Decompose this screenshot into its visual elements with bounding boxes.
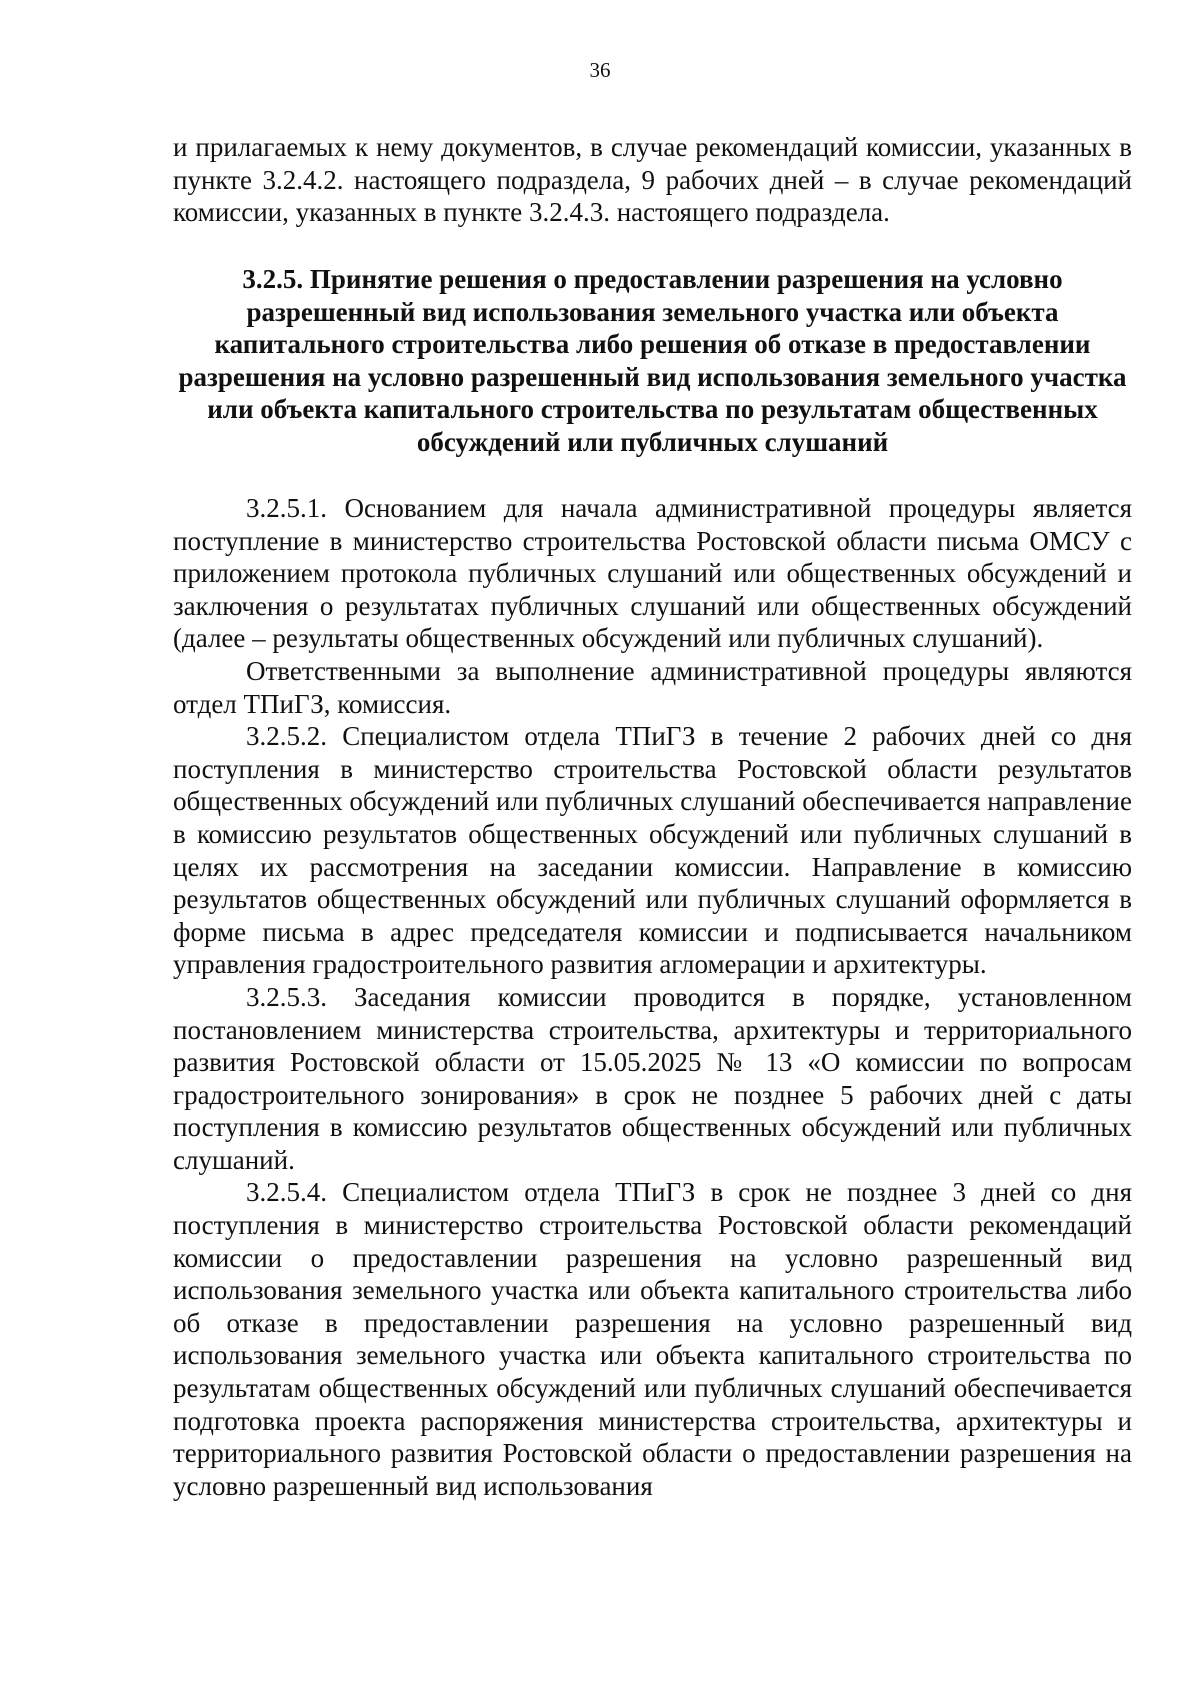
paragraph-3-2-5-3: 3.2.5.3. Заседания комиссии проводится в порядке, установленном постановлением министерства строительства, архитектуры и территориального развития Ростовской области от 15.05.2025 № 13 «О комиссии по вопросам градостроительного зонирования» в срок не позднее 5 рабочих дней с даты поступления в комиссию результатов общественных обсуждений или публичных слушаний.: [173, 981, 1132, 1175]
intro-text: [173, 131, 1132, 229]
paragraph-3-2-5-4: 3.2.5.4. Специалистом отдела ТПиГЗ в срок не позднее 3 дней со дня поступления в министерство строительства Ростовской области рекомендаций комиссии о предоставлении разрешения на условно разрешенный вид использования земельного участка или объекта капитального строительства либо об отказе в предоставлении разрешения на условно разрешенный вид использования земельного участка или объекта капитального строительства по результатам общественных обсуждений или публичных слушаний обеспечивается подготовка проекта распоряжения министерства строительства, архитектуры и территориального развития Ростовской области о предоставлении разрешения на условно разрешенный вид использования: [173, 1177, 1132, 1501]
paragraph-3-2-5-1: 3.2.5.1. Основанием для начала административной процедуры является поступление в министерство строительства Ростовской области письма ОМСУ с приложением протокола публичных слушаний или общественных обсуждений и заключения о результатах публичных слушаний или общественных обсуждений (далее – результаты общественных обсуждений или публичных слушаний).: [173, 493, 1132, 654]
page-number: 36: [589, 58, 611, 82]
paragraph-responsible: Ответственными за выполнение административной процедуры являются отдел ТПиГЗ, комиссия.: [173, 655, 1132, 719]
section-heading: 3.2.5. Принятие решения о предоставлении разрешения на условно разрешенный вид использования земельного участка или объекта капитального строительства либо решения об отказе в предоставлении разрешения на условно разрешенный вид использования земельного участка или объекта капитального строительства по результатам общественных обсуждений или публичных слушаний: [178, 264, 1127, 457]
paragraph-3-2-5-2: 3.2.5.2. Специалистом отдела ТПиГЗ в течение 2 рабочих дней со дня поступления в министерство строительства Ростовской области результатов общественных обсуждений или публичных слушаний обеспечивается направление в комиссию результатов общественных обсуждений или публичных слушаний в целях их рассмотрения на заседании комиссии. Направление в комиссию результатов общественных обсуждений или публичных слушаний оформляется в форме письма в адрес председателя комиссии и подписывается начальником управления градостроительного развития агломерации и архитектуры.: [173, 721, 1132, 980]
intro-paragraph: и прилагаемых к нему документов, в случае рекомендаций комиссии, указанных в пункте 3.2.4.2. настоящего подраздела, 9 рабочих дней – в случае рекомендаций комиссии, указанных в пункте 3.2.4.3. настоящего подраздела.: [173, 132, 1132, 228]
section-body: [173, 492, 1132, 1502]
